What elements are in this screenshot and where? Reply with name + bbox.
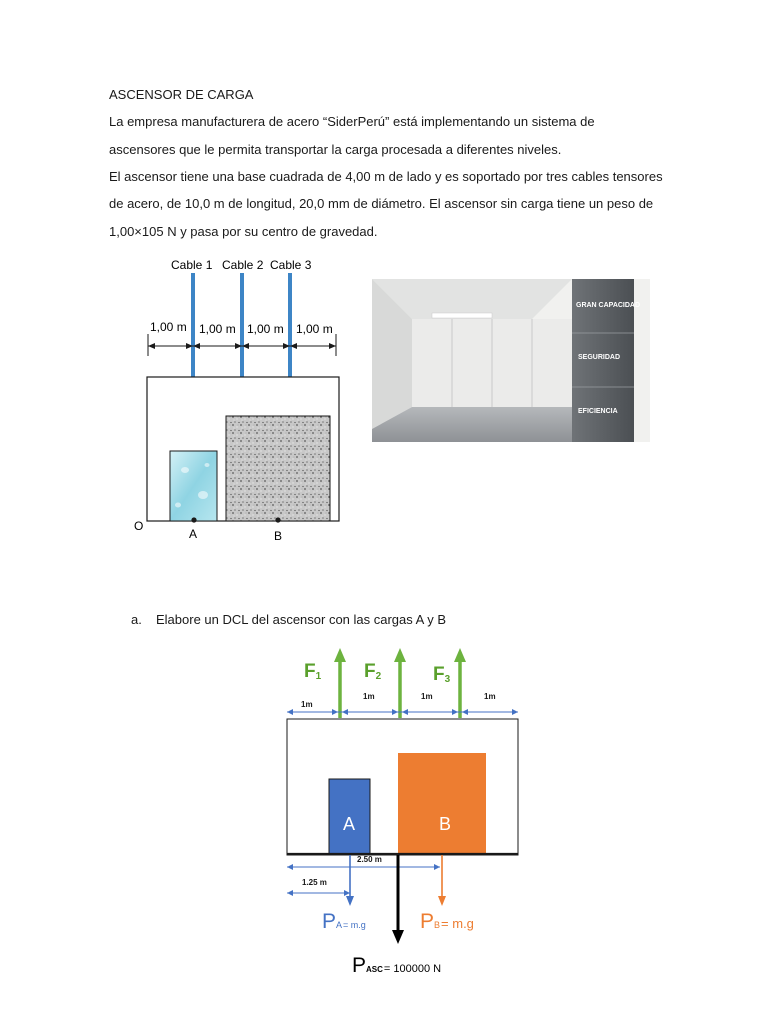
spacing-4: 1m	[484, 692, 496, 701]
dimension-3: 1,00 m	[247, 322, 284, 336]
paragraph-line-3: El ascensor tiene una base cuadrada de 4,00 m de lado y es soportado por tres cables tensores	[109, 169, 663, 184]
cable-3-label: Cable 3	[270, 258, 312, 272]
free-body-diagram	[270, 640, 540, 980]
cable-1	[191, 273, 195, 377]
question-a-marker: a.	[131, 612, 142, 627]
dist-a-label: 1.25 m	[302, 878, 327, 887]
paragraph-line-4: de acero, de 10,0 m de longitud, 20,0 mm de diámetro. El ascensor sin carga tiene un peso de	[109, 196, 654, 211]
spacing-2: 1m	[363, 692, 375, 701]
point-a-dot	[191, 517, 196, 522]
photo-label-security: SEGURIDAD	[578, 354, 621, 361]
cable-2-label: Cable 2	[222, 258, 264, 272]
question-a-text: Elabore un DCL del ascensor con las cargas A y B	[156, 612, 447, 627]
origin-label: O	[134, 519, 144, 533]
weight-b-label: PB= m.g	[420, 910, 474, 933]
weight-asc-label: PASC= 100000 N	[352, 954, 442, 977]
photo-label-capacity: GRAN CAPACIDAD	[576, 302, 641, 309]
force-1-label: F1	[304, 661, 322, 682]
elevator-photo	[372, 279, 650, 442]
paragraph-line-5: 1,00×105 N y pasa por su centro de gravedad.	[109, 224, 378, 239]
dcl-box-b	[398, 753, 486, 854]
dimension-4: 1,00 m	[296, 322, 333, 336]
cable-3	[288, 273, 292, 377]
force-3-label: F3	[433, 664, 451, 685]
weight-a-label: PA= m.g	[322, 910, 366, 933]
elevator-schematic	[120, 250, 360, 550]
force-2-label: F2	[364, 661, 382, 682]
load-a-water	[170, 451, 217, 521]
dimension-2: 1,00 m	[199, 322, 236, 336]
load-b-granite	[226, 416, 330, 521]
dcl-box-a-label: A	[343, 814, 356, 834]
spacing-3: 1m	[421, 692, 433, 701]
cable-1-label: Cable 1	[171, 258, 213, 272]
dimension-1: 1,00 m	[150, 320, 187, 334]
paragraph-line-2: ascensores que le permita transportar la carga procesada a diferentes niveles.	[109, 142, 562, 157]
spacing-1: 1m	[301, 700, 313, 709]
point-b-dot	[275, 517, 280, 522]
document-title: ASCENSOR DE CARGA	[109, 87, 254, 102]
cable-2	[240, 273, 244, 377]
point-a-label: A	[189, 527, 198, 541]
photo-label-efficiency: EFICIENCIA	[578, 408, 618, 415]
dist-b-label: 2.50 m	[357, 855, 382, 864]
point-b-label: B	[274, 529, 283, 543]
dcl-box-b-label: B	[439, 814, 452, 834]
paragraph-line-1: La empresa manufacturera de acero “SiderPerú” está implementando un sistema de	[109, 114, 595, 129]
